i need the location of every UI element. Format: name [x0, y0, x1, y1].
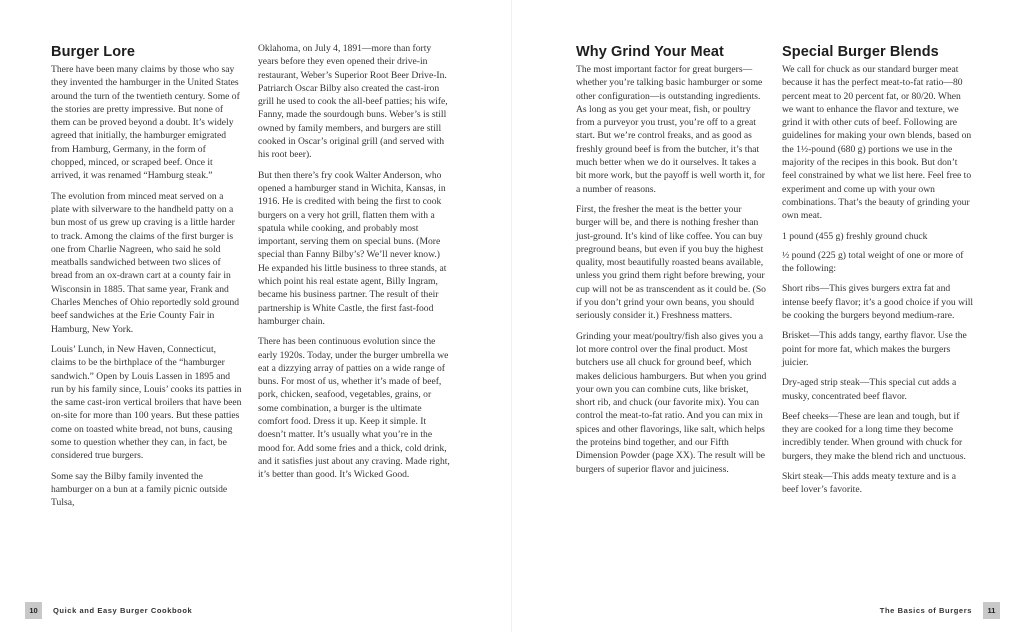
footer-right — [880, 601, 1000, 619]
right-page — [512, 0, 1024, 632]
paragraph: Some say the Bilby family invented the hamburger on a bun at a family picnic outside Tulsa, — [51, 470, 228, 509]
column-why-grind — [576, 42, 768, 483]
heading-why-grind: Why Grind Your Meat — [576, 44, 724, 60]
page-number: 10 — [25, 602, 42, 619]
footer-left — [25, 601, 192, 619]
blend-option: Skirt steak—This adds meaty texture and is a beef lover’s favorite. — [782, 471, 956, 496]
paragraph: Oklahoma, on July 4, 1891—more than forty years before they even opened their drive-in restaurant, Weber’s Superior Root Beer Drive-In. Patriarch Oscar Bilby also created the cast-iron grill he used to cook the all-beef patties; his wife, Fanny, made the sourdough buns. Weber’s is still owned by family members, and burgers are still cooked in Oscar’s original grill (and served with his root beer). — [258, 43, 448, 161]
paragraph: But then there’s fry cook Walter Anderson, who opened a hamburger stand in Wichita, Kansas, in 1916. He is credited with being the first to cook burgers on a very hot grill, flatten them with a spatula while cooking, and probably most important, serving them on special buns. (More special than Fanny Bilby’s? We’ll never know.) He expanded his little business to three stands, at which point his real estate agent, Billy Ingram, became his business partner. The result of their partnership is White Castle, the first fast-food hamburger chain. — [258, 169, 447, 327]
blend-option: Brisket—This adds tangy, earthy flavor. Use the point for more fat, which makes the burgers juicier. — [782, 330, 967, 368]
ingredient-line: 1 pound (455 g) freshly ground chuck — [782, 230, 928, 242]
running-title: Quick and Easy Burger Cookbook — [53, 605, 193, 615]
heading-burger-lore: Burger Lore — [51, 44, 136, 60]
ingredient-line: ½ pound (225 g) total weight of one or more of the following: — [782, 249, 964, 275]
paragraph: First, the fresher the meat is the better your burger will be, and there is nothing fresher than just-ground. It’s kind of like coffee. You can buy preground beans, but even if you buy the highest quality, most beautifully roasted beans available, unless you grind them right before brewing, your cup will not be as transcendent as it could be. (So if you don’t grind your own beans, you should seriously consider it.) Freshness matters. — [576, 203, 766, 322]
paragraph: Louis’ Lunch, in New Haven, Connecticut, claims to be the birthplace of the “hamburger sandwich.” Open by Louis Lassen in 1895 and run by his family since, Louis’ cooks its patties in the same cast-iron vertical broilers that have been on-site for more than 100 years. But these patties come on toasted white bread, not buns, causing some to question whether they can, in fact, be considered true burgers. — [51, 343, 242, 462]
heading-burger-blends: Special Burger Blends — [782, 44, 939, 60]
blend-option: Dry-aged strip steak—This special cut adds a musky, concentrated beef flavor. — [782, 377, 957, 402]
running-title: The Basics of Burgers — [879, 605, 972, 615]
paragraph: There has been continuous evolution since the early 1920s. Today, under the burger umbrella we eat a dizzying array of patties on a wide range of buns. For most of us, whether it’s made of beef, pork, chicken, seafood, vegetables, grains, or some combination, a burger is the ultimate comfort food. Dress it up. Keep it simple. It doesn’t matter. It’s usually what you’re in the mood for. Add some fries and a thick, cold drink, and it satisfies just about any craving. Made right, it’s better than good. It’s Wicked Good. — [258, 336, 450, 481]
paragraph: Grinding your meat/poultry/fish also gives you a lot more control over the final product. Most butchers use all chuck for ground beef, which makes delicious hamburgers. But when you grind your own you can combine cuts, like brisket, short rib, and chuck (our favorite mix). You can control the meat-to-fat ratio. And you can mix in spices and other flavorings, like salt, which helps the proteins bind together, and our Fifth Dimension Powder (page XX). The result will be burgers of superior flavor and juiciness. — [576, 330, 767, 475]
page-number: 11 — [983, 602, 1000, 619]
column-burger-lore — [51, 42, 243, 517]
paragraph: The evolution from minced meat served on a plate with silverware to the handheld patty on a bun most of us grew up craving is a little harder to track. Among the claims of the first burger is one from Charlie Nagreen, who said he sold meatballs sandwiched between two slices of bread from an ox-drawn cart at a county fair in Wisconsin in 1885. That same year, Frank and Charles Menches of Ohio reportedly sold ground beef sandwiches at the Erie County Fair in Hamburg, New York. — [51, 190, 240, 335]
blend-option: Beef cheeks—These are lean and tough, but if they are cooked for a long time they become incredibly tender. When ground with chuck for burgers, they make the blend rich and unctuous. — [782, 410, 966, 462]
paragraph: We call for chuck as our standard burger meat because it has the perfect meat-to-fat ratio—80 percent meat to 20 percent fat, or 80/20. When we want to enhance the flavor and texture, we grind it with other cuts of beef. Following are guidelines for making your own blends, based on the 1½-pound (680 g) portions we use in the majority of the recipes in this book. But don’t feel constrained by what we list here. Feel free to experiment and come up with your own combinations. That’s the beauty of grinding your own meat. — [782, 64, 972, 222]
column-burger-blends — [782, 42, 974, 504]
paragraph: There have been many claims by those who say they invented the hamburger in the United States around the turn of the twentieth century. Some of the stories are pretty impressive. But none of them can be proved beyond a doubt. It’s widely agreed that initially, the hamburger emigrated from Hamburg, Germany, in the form of chopped, minced, or scraped beef. Once it arrived, it was renamed “Hamburg steak.” — [51, 64, 240, 182]
column-burger-lore-continued — [258, 42, 450, 489]
blend-option: Short ribs—This gives burgers extra fat and intense beefy flavor; it’s a good choice if you will be cooking the burgers beyond medium-rare. — [782, 283, 974, 322]
paragraph: The most important factor for great burgers—whether you’re talking basic hamburger or some other configuration—is outstanding ingredients. As long as you get your meat, fish, or poultry from a purveyor you trust, you’re off to a great start. But we’re control freaks, and as good as freshly ground beef is from the butcher, it’s that much better when we do it ourselves. It takes a bit more work, but the payoff is well worth it, for a number of reasons. — [576, 64, 765, 195]
